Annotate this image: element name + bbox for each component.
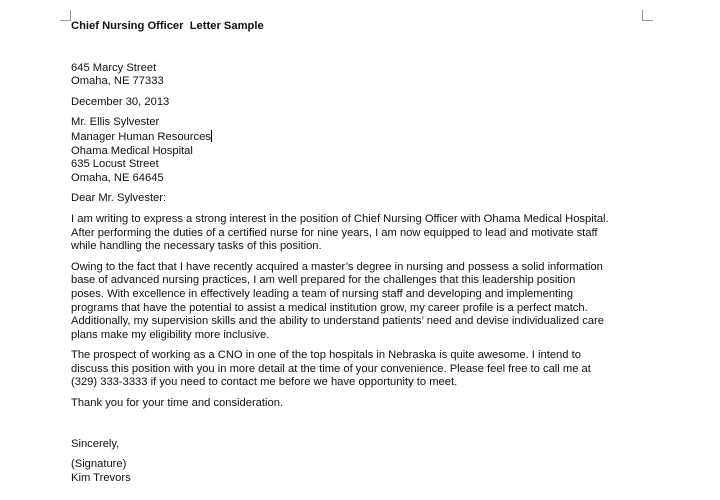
paragraph-line: plans make my eligibility more inclusive.	[71, 328, 270, 341]
sender-street: 645 Marcy Street	[71, 61, 157, 74]
signature-text: (Signature)	[71, 458, 127, 471]
paragraph-line: poses. With excellence in effectively leading a team of nursing staff and developing and implementing	[71, 287, 574, 300]
paragraph-line: Thank you for your time and consideration.	[71, 397, 284, 410]
recipient-position-line	[71, 130, 661, 145]
signer-name: Kim Trevors	[71, 471, 131, 484]
paragraph-line: programs that have the potential to assist a medical institution grow, my career profile is a perfect match.	[71, 301, 588, 314]
paragraph-4	[71, 397, 661, 411]
paragraph-line: (329) 333-3333 if you need to contact me before we have opportunity to meet.	[71, 376, 458, 389]
margin-corner-top-left	[60, 10, 71, 21]
paragraph-line: After performing the duties of a certified nurse for nine years, I am now equipped to lead and motivate staff	[71, 226, 598, 239]
text-cursor	[211, 130, 212, 142]
salutation	[71, 192, 661, 206]
recipient-position: Manager Human Resources	[71, 130, 211, 143]
closing-text: Sincerely,	[71, 437, 120, 450]
closing	[71, 438, 661, 452]
sender-city: Omaha, NE 77333	[71, 75, 164, 88]
sender-address	[71, 62, 661, 89]
paragraph-line: Owing to the fact that I have recently acquired a master’s degree in nursing and possess a solid information	[71, 260, 603, 273]
paragraph-line: discuss this position with you in more detail at the time of your convenience. Please feel free to call me at	[71, 362, 591, 375]
date-text: December 30, 2013	[71, 95, 170, 108]
recipient-organization: Ohama Medical Hospital	[71, 144, 193, 157]
recipient-city: Omaha, NE 64645	[71, 171, 164, 184]
salutation-text: Dear Mr. Sylvester:	[71, 192, 167, 205]
paragraph-1	[71, 213, 661, 254]
paragraph-line: I am writing to express a strong interest in the position of Chief Nursing Officer with Ohama Medical Hospital.	[71, 212, 609, 225]
document-title: Chief Nursing Officer Letter Sample	[71, 20, 264, 32]
recipient-street: 635 Locust Street	[71, 158, 159, 171]
document-body[interactable]	[71, 20, 661, 492]
paragraph-line: while handling the necessary tasks of this position.	[71, 240, 322, 253]
paragraph-2	[71, 261, 661, 343]
paragraph-line: Additionally, my supervision skills and the ability to understand patients’ need and devise individualized care	[71, 315, 604, 328]
paragraph-line: base of advanced nursing practices, I am well prepared for the challenges that this leadership position	[71, 274, 576, 287]
recipient-name: Mr. Ellis Sylvester	[71, 116, 160, 129]
letter-date	[71, 96, 661, 110]
paragraph-line: The prospect of working as a CNO in one of the top hospitals in Nebraska is quite awesome. I intend to	[71, 349, 581, 362]
signature-block	[71, 458, 661, 485]
recipient-address	[71, 116, 661, 185]
paragraph-3	[71, 349, 661, 390]
